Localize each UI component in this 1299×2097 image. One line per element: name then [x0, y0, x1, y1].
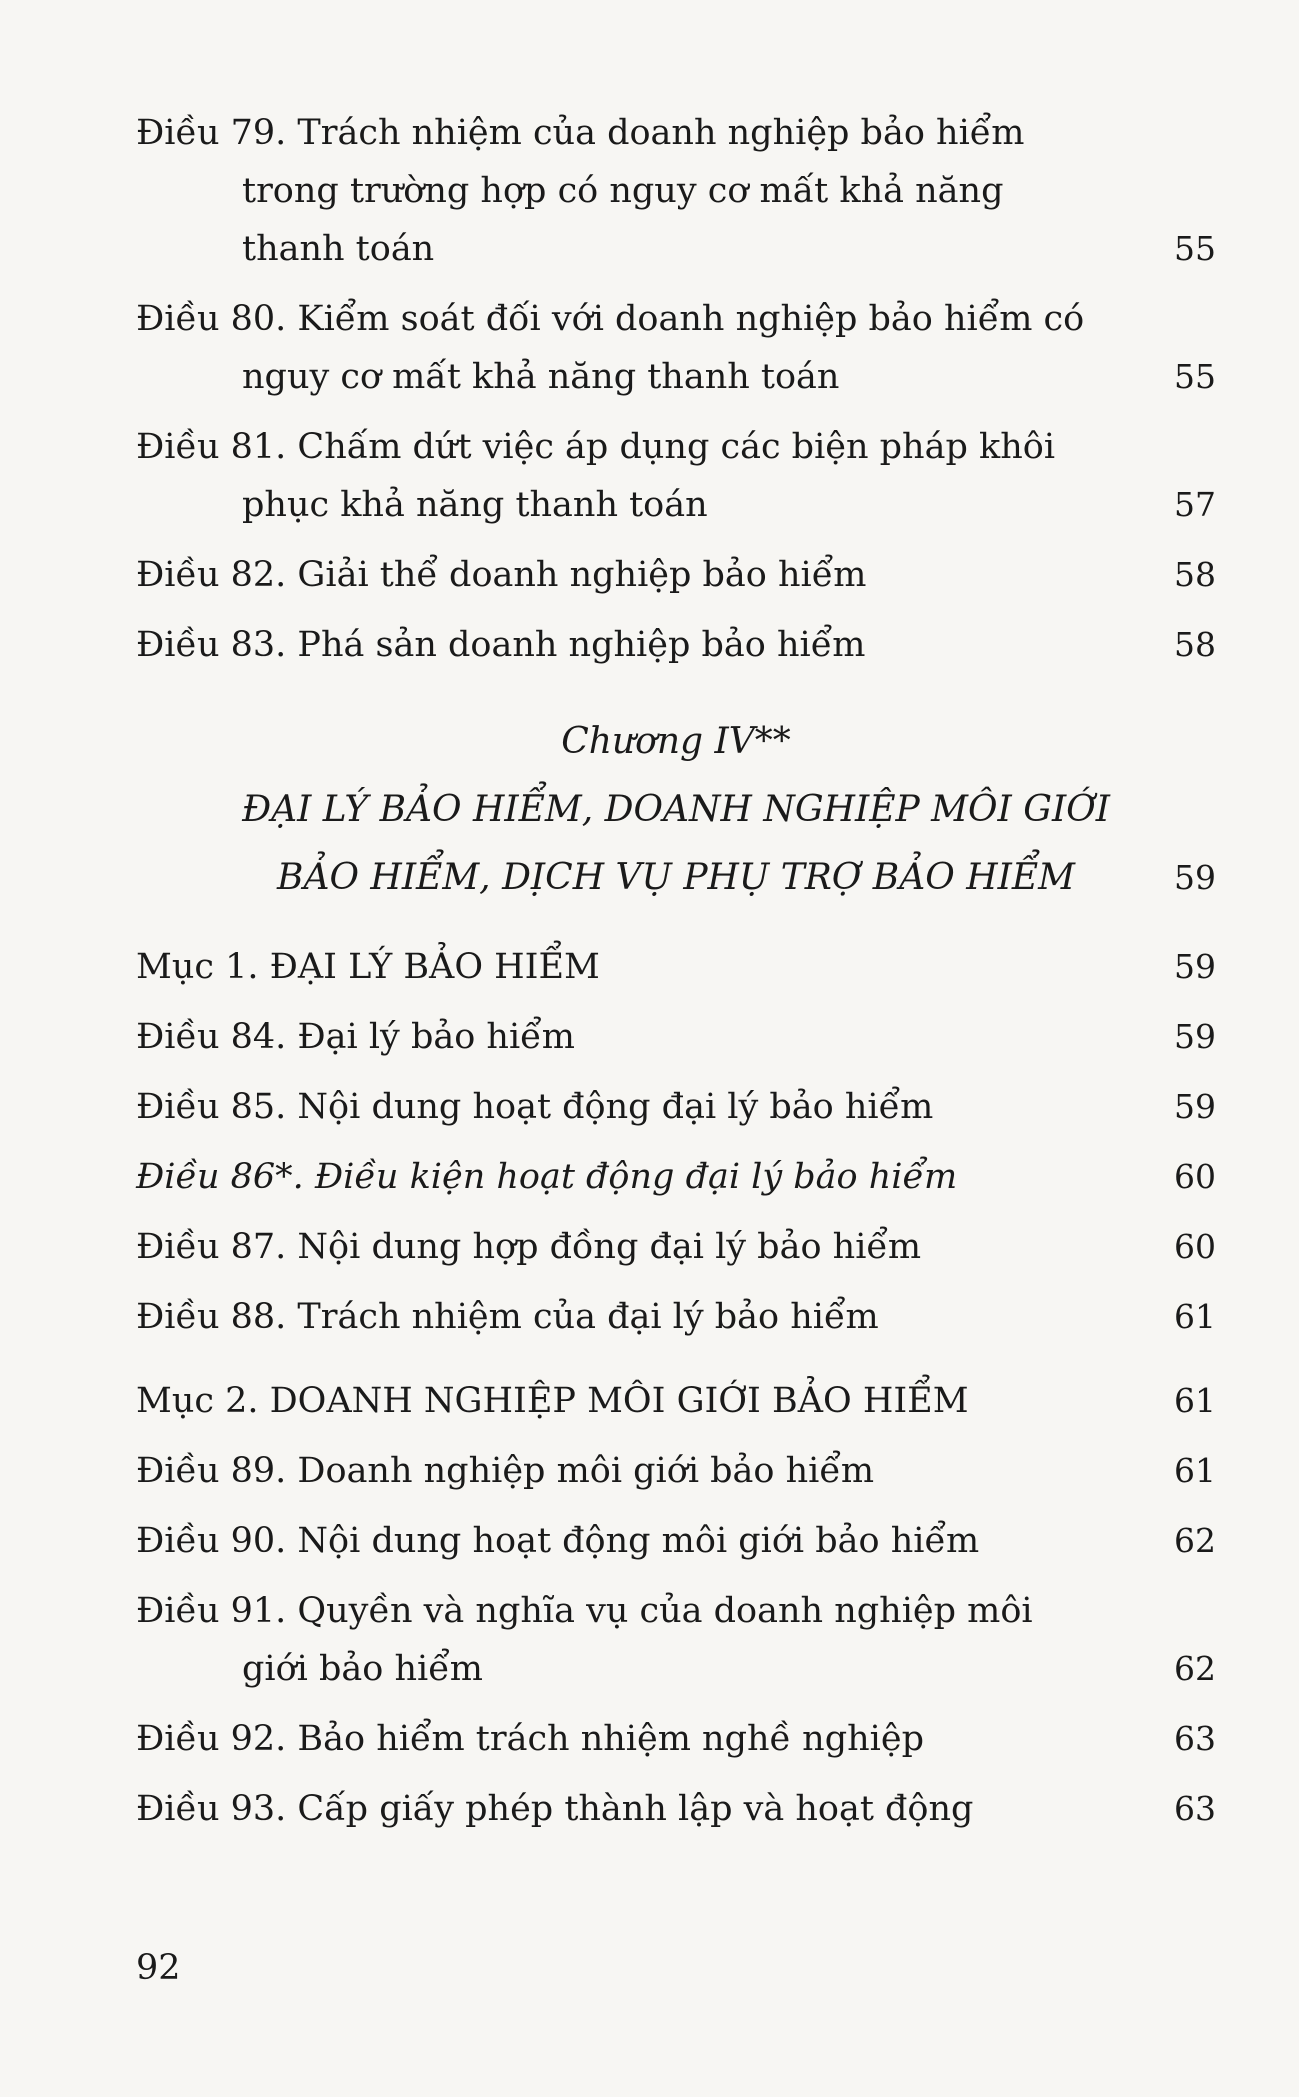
chapter-title-line-1: ĐẠI LÝ BẢO HIỂM, DOANH NGHIỆP MÔI GIỚI: [242, 789, 1110, 830]
section-heading-2: [136, 1372, 1216, 1430]
chapter-heading: [136, 712, 1216, 908]
toc-page-number: 61: [1174, 1297, 1216, 1336]
chapter-title-line-2: BẢO HIỂM, DỊCH VỤ PHỤ TRỢ BẢO HIỂM: [277, 857, 1075, 898]
toc-page-number: 58: [1174, 625, 1216, 664]
toc-entry-85: [136, 1078, 1216, 1136]
toc-page-number: 63: [1174, 1789, 1216, 1828]
toc-entry-text: Điều 91. Quyền và nghĩa vụ của doanh nghiệp môi: [136, 1591, 1033, 1631]
toc-page-number: 62: [1174, 1649, 1216, 1688]
toc-entry-text: Điều 84. Đại lý bảo hiểm: [136, 1017, 575, 1057]
toc-entry-text: nguy cơ mất khả năng thanh toán: [242, 357, 840, 397]
toc-page-number: 58: [1174, 555, 1216, 594]
toc-page-number: 63: [1174, 1719, 1216, 1758]
toc-entry-text: trong trường hợp có nguy cơ mất khả năng: [242, 171, 1004, 211]
toc-entry-81: [136, 418, 1216, 534]
toc-entry-text: Điều 86*. Điều kiện hoạt động đại lý bảo hiểm: [136, 1157, 958, 1197]
toc-page-number: 57: [1174, 485, 1216, 524]
toc-entry-text: Điều 87. Nội dung hợp đồng đại lý bảo hiểm: [136, 1227, 922, 1267]
toc-entry-86: [136, 1148, 1216, 1206]
toc-entry-89: [136, 1442, 1216, 1500]
toc-entry-90: [136, 1512, 1216, 1570]
table-of-contents: [136, 104, 1216, 1838]
toc-entry-91: [136, 1582, 1216, 1698]
toc-entry-87: [136, 1218, 1216, 1276]
toc-page-number: 59: [1174, 858, 1216, 897]
toc-entry-text: giới bảo hiểm: [242, 1649, 483, 1689]
section-title: Mục 2. DOANH NGHIỆP MÔI GIỚI BẢO HIỂM: [136, 1381, 969, 1421]
toc-entry-text: Điều 90. Nội dung hoạt động môi giới bảo hiểm: [136, 1521, 980, 1561]
chapter-label: Chương IV**: [561, 721, 791, 762]
toc-page-number: 55: [1174, 229, 1216, 268]
toc-entry-text: Điều 85. Nội dung hoạt động đại lý bảo hiểm: [136, 1087, 934, 1127]
toc-entry-79: [136, 104, 1216, 278]
section-title: Mục 1. ĐẠI LÝ BẢO HIỂM: [136, 947, 600, 987]
toc-page-number: 61: [1174, 1381, 1216, 1420]
toc-entry-80: [136, 290, 1216, 406]
toc-page-number: 59: [1174, 1087, 1216, 1126]
toc-entry-84: [136, 1008, 1216, 1066]
toc-entry-text: thanh toán: [242, 229, 435, 269]
section-heading-1: [136, 938, 1216, 996]
toc-page-number: 55: [1174, 357, 1216, 396]
toc-entry-text: Điều 82. Giải thể doanh nghiệp bảo hiểm: [136, 555, 867, 595]
toc-entry-text: Điều 81. Chấm dứt việc áp dụng các biện pháp khôi: [136, 427, 1056, 467]
page-number: 92: [136, 1948, 181, 1988]
toc-entry-82: [136, 546, 1216, 604]
toc-page-number: 62: [1174, 1521, 1216, 1560]
toc-page-number: 60: [1174, 1227, 1216, 1266]
toc-entry-text: Điều 93. Cấp giấy phép thành lập và hoạt động: [136, 1789, 974, 1829]
toc-entry-text: Điều 83. Phá sản doanh nghiệp bảo hiểm: [136, 625, 866, 665]
toc-entry-text: Điều 89. Doanh nghiệp môi giới bảo hiểm: [136, 1451, 875, 1491]
toc-page-number: 59: [1174, 1017, 1216, 1056]
toc-entry-text: Điều 92. Bảo hiểm trách nhiệm nghề nghiệp: [136, 1719, 924, 1759]
toc-entry-text: Điều 79. Trách nhiệm của doanh nghiệp bảo hiểm: [136, 113, 1025, 153]
toc-entry-text: Điều 80. Kiểm soát đối với doanh nghiệp bảo hiểm có: [136, 299, 1085, 339]
toc-entry-text: Điều 88. Trách nhiệm của đại lý bảo hiểm: [136, 1297, 879, 1337]
toc-entry-83: [136, 616, 1216, 674]
toc-page-number: 60: [1174, 1157, 1216, 1196]
toc-page-number: 59: [1174, 947, 1216, 986]
toc-entry-text: phục khả năng thanh toán: [242, 485, 708, 525]
toc-entry-88: [136, 1288, 1216, 1346]
toc-entry-93: [136, 1780, 1216, 1838]
toc-entry-92: [136, 1710, 1216, 1768]
toc-page-number: 61: [1174, 1451, 1216, 1490]
